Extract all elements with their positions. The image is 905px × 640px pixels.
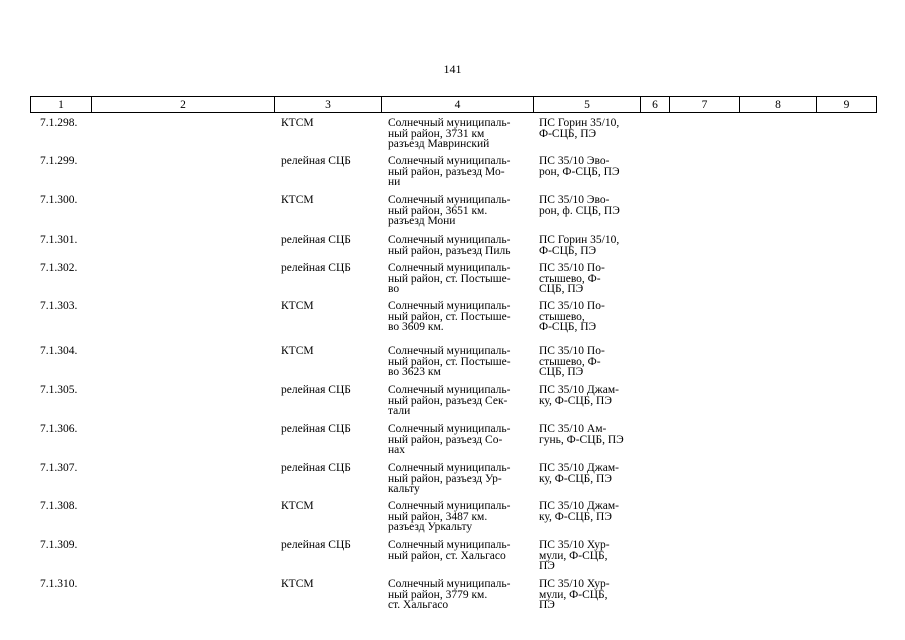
- object-location: Солнечный муниципаль- ный район, ст. Постыше- во 3623 км: [388, 345, 511, 379]
- row-number: 7.1.305.: [40, 384, 78, 396]
- power-source: ПС 35/10 Ам- гунь, Ф-СЦБ, ПЭ: [539, 423, 624, 446]
- power-source: ПС 35/10 Эво- рон, ф. СЦБ, ПЭ: [539, 194, 620, 217]
- object-location: Солнечный муниципаль- ный район, разъезд Сек- тали: [388, 384, 511, 418]
- object-type: релейная СЦБ: [281, 234, 351, 246]
- row-number: 7.1.307.: [40, 462, 78, 474]
- column-header-row: [31, 97, 877, 113]
- object-location: Солнечный муниципаль- ный район, ст. Хальгасо: [388, 539, 511, 562]
- object-type: релейная СЦБ: [281, 539, 351, 551]
- row-number: 7.1.310.: [40, 578, 78, 590]
- power-source: ПС 35/10 Джам- ку, Ф-СЦБ, ПЭ: [539, 500, 619, 523]
- object-type: КТСМ: [281, 300, 314, 312]
- object-location: Солнечный муниципаль- ный район, ст. Постыше- во 3609 км.: [388, 300, 511, 334]
- power-source: ПС 35/10 Джам- ку, Ф-СЦБ, ПЭ: [539, 462, 619, 485]
- row-number: 7.1.299.: [40, 155, 78, 167]
- power-source: ПС 35/10 По- стышево, Ф- СЦБ, ПЭ: [539, 262, 605, 296]
- column-header-7: 7: [670, 97, 740, 113]
- row-number: 7.1.301.: [40, 234, 78, 246]
- row-number: 7.1.302.: [40, 262, 78, 274]
- power-source: ПС 35/10 Хур- мули, Ф-СЦБ, ПЭ: [539, 578, 610, 612]
- power-source: ПС 35/10 Эво- рон, Ф-СЦБ, ПЭ: [539, 155, 620, 178]
- object-location: Солнечный муниципаль- ный район, 3731 км разъезд Мавринский: [388, 117, 511, 151]
- object-location: Солнечный муниципаль- ный район, 3779 км. ст. Хальгасо: [388, 578, 511, 612]
- power-source: ПС 35/10 Хур- мули, Ф-СЦБ, ПЭ: [539, 539, 610, 573]
- object-type: КТСМ: [281, 578, 314, 590]
- power-source: ПС 35/10 Джам- ку, Ф-СЦБ, ПЭ: [539, 384, 619, 407]
- page-number: 141: [443, 62, 462, 76]
- power-source: ПС 35/10 По- стышево, Ф-СЦБ, ПЭ: [539, 300, 605, 334]
- object-type: КТСМ: [281, 194, 314, 206]
- row-number: 7.1.306.: [40, 423, 78, 435]
- row-number: 7.1.300.: [40, 194, 78, 206]
- object-type: релейная СЦБ: [281, 262, 351, 274]
- column-header-3: 3: [275, 97, 382, 113]
- column-header-1: 1: [31, 97, 92, 113]
- object-location: Солнечный муниципаль- ный район, 3651 км. разъезд Мони: [388, 194, 511, 228]
- power-source: ПС Горин 35/10, Ф-СЦБ, ПЭ: [539, 117, 620, 140]
- object-location: Солнечный муниципаль- ный район, разъезд Пиль: [388, 234, 511, 257]
- object-location: Солнечный муниципаль- ный район, ст. Постыше- во: [388, 262, 511, 296]
- object-type: релейная СЦБ: [281, 384, 351, 396]
- power-source: ПС Горин 35/10, Ф-СЦБ, ПЭ: [539, 234, 620, 257]
- column-header-6: 6: [641, 97, 670, 113]
- row-number: 7.1.304.: [40, 345, 78, 357]
- object-type: КТСМ: [281, 117, 314, 129]
- column-header-5: 5: [534, 97, 641, 113]
- column-header-9: 9: [817, 97, 877, 113]
- object-type: КТСМ: [281, 345, 314, 357]
- object-type: релейная СЦБ: [281, 423, 351, 435]
- row-number: 7.1.298.: [40, 117, 78, 129]
- row-number: 7.1.303.: [40, 300, 78, 312]
- object-type: КТСМ: [281, 500, 314, 512]
- object-location: Солнечный муниципаль- ный район, разъезд Ур- кальту: [388, 462, 511, 496]
- power-source: ПС 35/10 По- стышево, Ф- СЦБ, ПЭ: [539, 345, 605, 379]
- column-header-8: 8: [740, 97, 817, 113]
- object-location: Солнечный муниципаль- ный район, разъезд Мо- ни: [388, 155, 511, 189]
- column-header-4: 4: [382, 97, 534, 113]
- column-header-2: 2: [92, 97, 275, 113]
- row-number: 7.1.308.: [40, 500, 78, 512]
- row-number: 7.1.309.: [40, 539, 78, 551]
- object-location: Солнечный муниципаль- ный район, 3487 км. разъезд Уркальту: [388, 500, 511, 534]
- object-location: Солнечный муниципаль- ный район, разъезд Со- нах: [388, 423, 511, 457]
- object-type: релейная СЦБ: [281, 462, 351, 474]
- column-header-table: [30, 96, 877, 113]
- object-type: релейная СЦБ: [281, 155, 351, 167]
